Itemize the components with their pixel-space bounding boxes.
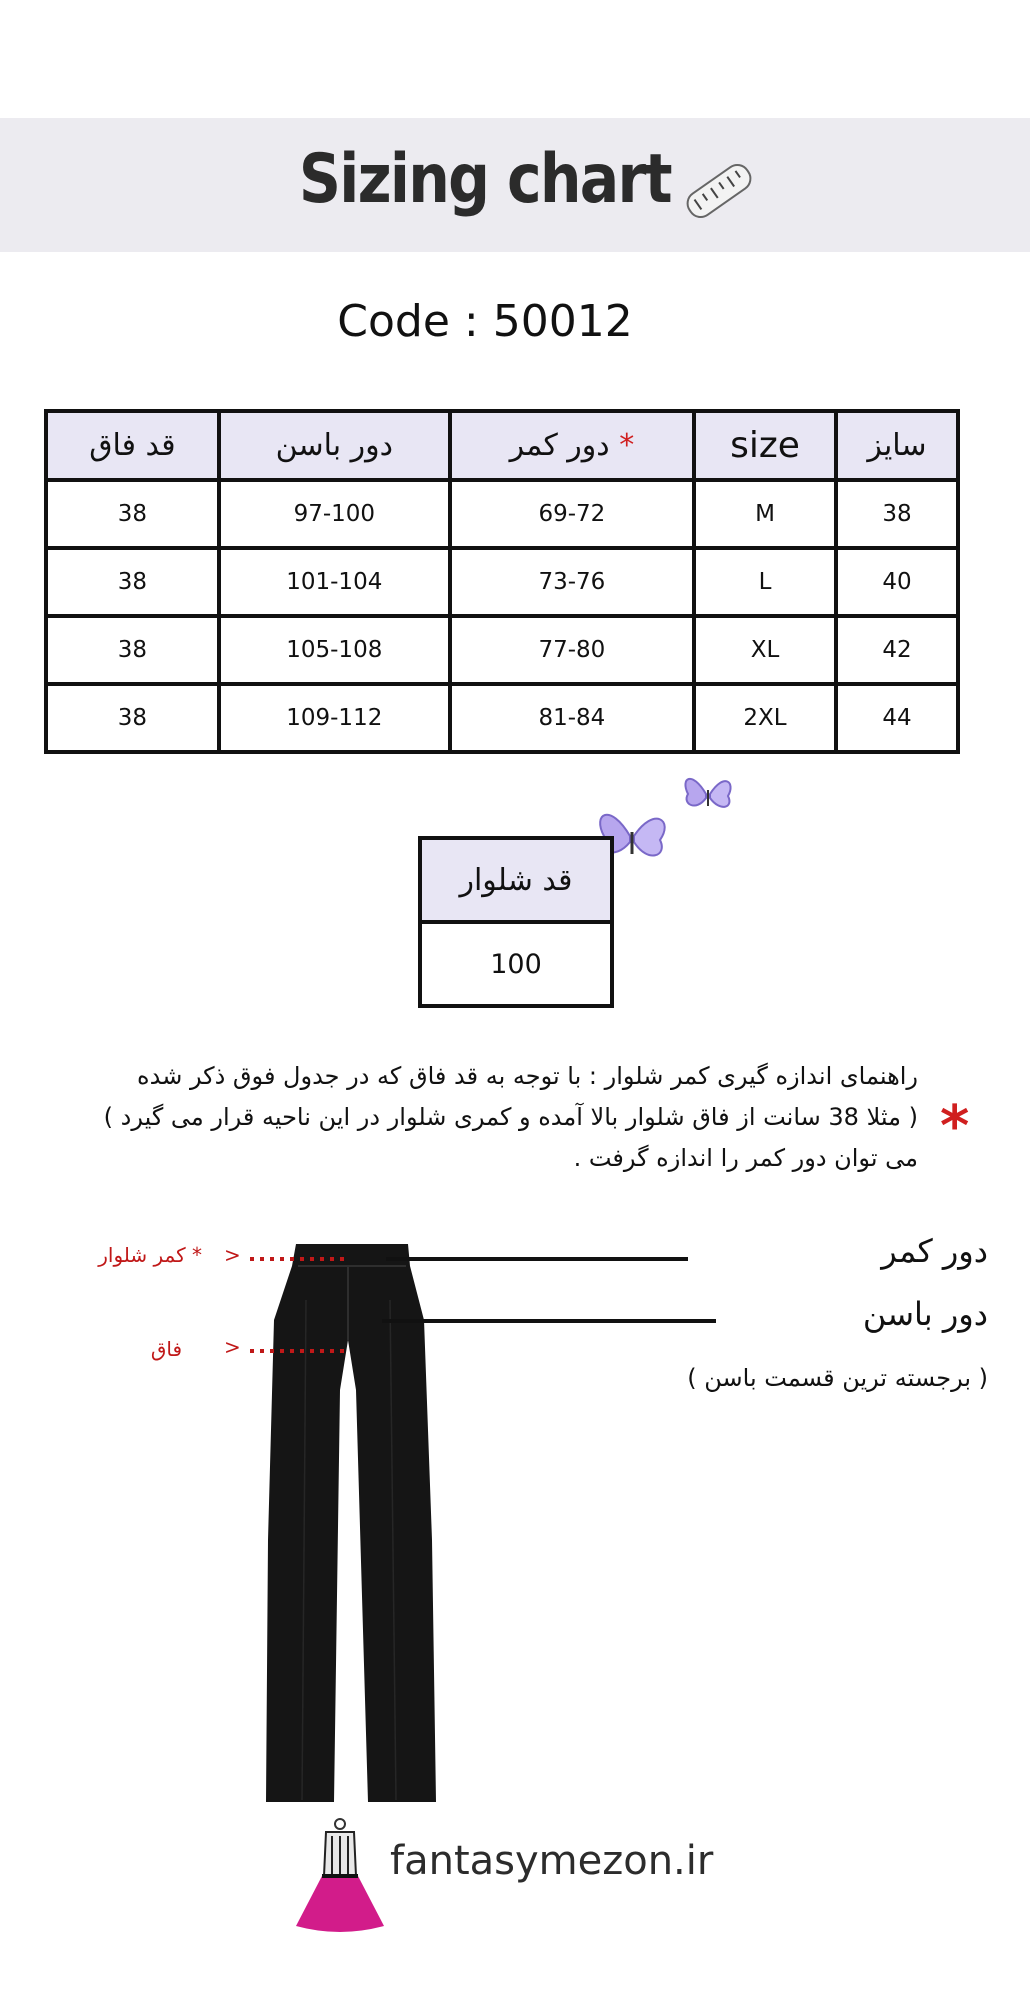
label-hip-note: ( برجسته ترین قسمت باسن ) (687, 1364, 988, 1392)
cell-size: XL (694, 616, 836, 684)
guide-line-1: راهنمای اندازه گیری کمر شلوار : با توجه به قد فاق که در جدول فوق ذکر شده (137, 1062, 918, 1090)
cell-size: M (694, 480, 836, 548)
cell-rise: 38 (46, 480, 219, 548)
cell-hip: 109-112 (219, 684, 450, 752)
cell-rise: 38 (46, 548, 219, 616)
label-waist: دور کمر (881, 1232, 988, 1270)
guide-line-2: ( مثلا 38 سانت از فاق شلوار بالا آمده و کمری شلوار در این ناحیه قرار می گیرد ) (103, 1103, 918, 1131)
cell-hip: 105-108 (219, 616, 450, 684)
cell-rise: 38 (46, 616, 219, 684)
header-size: size (694, 411, 836, 480)
header-length: قد شلوار (420, 838, 612, 922)
cell-sayz: 40 (836, 548, 958, 616)
cell-length: 100 (420, 922, 612, 1006)
label-pants-waist: * کمر شلوار (98, 1243, 202, 1267)
guide-star: * (940, 1094, 970, 1159)
cell-sayz: 42 (836, 616, 958, 684)
guide-line-3: می توان دور کمر را اندازه گرفت . (573, 1144, 918, 1172)
arrow-waist-icon: < (224, 1243, 241, 1267)
cell-hip: 97-100 (219, 480, 450, 548)
page-title: Sizing chart (298, 140, 671, 219)
header-sayz: سایز (836, 411, 958, 480)
cell-waist: 73-76 (450, 548, 694, 616)
dress-form-logo-icon (290, 1818, 390, 1934)
cell-sayz: 44 (836, 684, 958, 752)
cell-size: 2XL (694, 684, 836, 752)
waist-star: * (619, 428, 635, 463)
cell-rise: 38 (46, 684, 219, 752)
header-rise: قد فاق (46, 411, 219, 480)
cell-waist: 81-84 (450, 684, 694, 752)
header-hip: دور باسن (219, 411, 450, 480)
cell-sayz: 38 (836, 480, 958, 548)
label-hip: دور باسن (862, 1295, 988, 1333)
site-name[interactable]: fantasymezon.ir (390, 1838, 714, 1884)
header-waist-label: دور کمر (509, 428, 610, 463)
cell-waist: 77-80 (450, 616, 694, 684)
cell-hip: 101-104 (219, 548, 450, 616)
label-rise: فاق (150, 1337, 182, 1361)
arrow-rise-icon: < (224, 1335, 241, 1359)
cell-size: L (694, 548, 836, 616)
cell-waist: 69-72 (450, 480, 694, 548)
product-code: Code : 50012 (337, 296, 633, 347)
